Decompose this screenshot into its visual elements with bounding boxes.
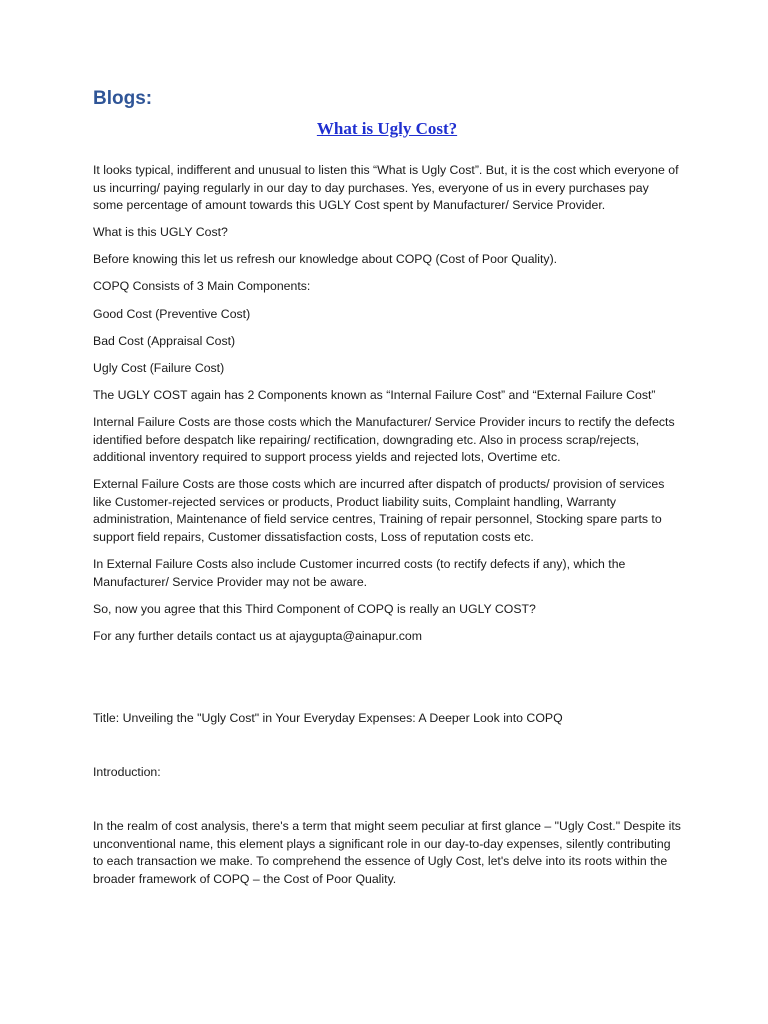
paragraph-copq-refresh: Before knowing this let us refresh our knowledge about COPQ (Cost of Poor Quality). [93,252,558,267]
paragraph-customer-costs: In External Failure Costs also include Customer incurred costs (to rectify defects if any), which the Manufacturer/ Service Provider may not be aware. [93,557,626,589]
post-title-container [93,118,681,140]
paragraph-bad-cost: Bad Cost (Appraisal Cost) [93,333,236,348]
paragraph-contact: For any further details contact us at ajaygupta@ainapur.com [93,628,422,643]
paragraph-question: What is this UGLY Cost? [93,225,228,240]
blogs-heading: Blogs: [93,88,153,109]
paragraph-internal-failure: Internal Failure Costs are those costs which the Manufacturer/ Service Provider incurs to rectify the defects identified before despatch like repairing/ rectification, downgrading etc. Also in process scrap/rejects, additional inventory required to support process yields and rejected lots, Overtime etc. [93,414,675,465]
paragraph-ugly-cost: Ugly Cost (Failure Cost) [93,360,225,375]
article-intro-label: Introduction: [93,765,161,780]
paragraph-good-cost: Good Cost (Preventive Cost) [93,306,251,321]
document-page [93,88,681,898]
paragraph-ugly-components: The UGLY COST again has 2 Components known as “Internal Failure Cost” and “External Failure Cost” [93,387,656,402]
article-title-line: Title: Unveiling the "Ugly Cost" in Your Everyday Expenses: A Deeper Look into COPQ [93,710,563,725]
article-intro-paragraph: In the realm of cost analysis, there's a term that might seem peculiar at first glance – "Ugly Cost." Despite its unconventional name, this element plays a significant role in our day-to-day expenses, silently contributing to each transaction we make. To comprehend the essence of Ugly Cost, let's delve into its roots within the broader framework of COPQ – the Cost of Poor Quality. [93,819,681,886]
blank-space [93,655,681,710]
blank-space [93,791,681,818]
blank-space [93,737,681,764]
paragraph-copq-components: COPQ Consists of 3 Main Components: [93,279,311,294]
paragraph-intro: It looks typical, indifferent and unusual to listen this “What is Ugly Cost”. But, it is the cost which everyone of us incurring/ paying regularly in our day to day purchases. Yes, everyone of us in every purchases pay some percentage of amount towards this UGLY Cost spent by Manufacturer/ Service Provider. [93,163,679,213]
post-title-link[interactable]: What is Ugly Cost? [316,119,458,138]
paragraph-conclusion: So, now you agree that this Third Component of COPQ is really an UGLY COST? [93,601,536,616]
paragraph-external-failure: External Failure Costs are those costs which are incurred after dispatch of products/ provision of services like Customer-rejected services or products, Product liability suits, Complaint handling, Warranty administration, Maintenance of field service centres, Training of repair personnel, Stocking spare parts to support field repairs, Customer dissatisfaction costs, Loss of reputation costs etc. [93,477,665,544]
